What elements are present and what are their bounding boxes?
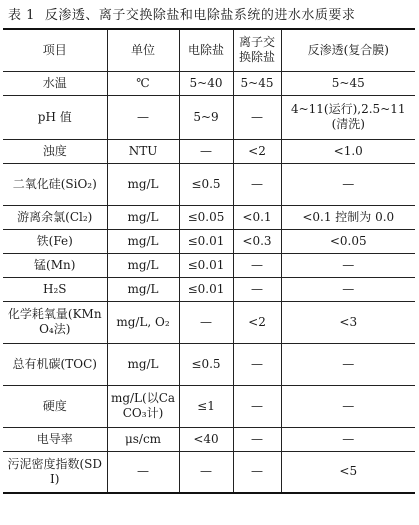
- col-header-edi: 电除盐: [179, 29, 233, 71]
- cell-edi: —: [179, 301, 233, 343]
- cell-reverse-osmosis: <1.0: [281, 139, 415, 163]
- cell-ion-exchange: —: [233, 95, 281, 139]
- cell-reverse-osmosis: <5: [281, 451, 415, 493]
- cell-item: 化学耗氧量(KMnO₄法): [3, 301, 107, 343]
- cell-item: 污泥密度指数(SDI): [3, 451, 107, 493]
- cell-unit: ℃: [107, 71, 179, 95]
- cell-edi: ≤0.01: [179, 229, 233, 253]
- cell-reverse-osmosis: —: [281, 385, 415, 427]
- cell-item: 硬度: [3, 385, 107, 427]
- cell-item: H₂S: [3, 277, 107, 301]
- cell-unit: mg/L: [107, 253, 179, 277]
- water-quality-table: [3, 28, 415, 494]
- cell-edi: <40: [179, 427, 233, 451]
- cell-ion-exchange: <2: [233, 139, 281, 163]
- table-row: [3, 301, 415, 343]
- cell-ion-exchange: <2: [233, 301, 281, 343]
- cell-item: pH 值: [3, 95, 107, 139]
- cell-reverse-osmosis: 5~45: [281, 71, 415, 95]
- table-row: [3, 71, 415, 95]
- cell-unit: mg/L: [107, 205, 179, 229]
- cell-ion-exchange: <0.1: [233, 205, 281, 229]
- cell-ion-exchange: —: [233, 163, 281, 205]
- cell-unit: μs/cm: [107, 427, 179, 451]
- cell-ion-exchange: 5~45: [233, 71, 281, 95]
- cell-reverse-osmosis: <0.05: [281, 229, 415, 253]
- cell-reverse-osmosis: 4~11(运行),2.5~11(清洗): [281, 95, 415, 139]
- cell-unit: —: [107, 95, 179, 139]
- cell-reverse-osmosis: <3: [281, 301, 415, 343]
- cell-edi: 5~40: [179, 71, 233, 95]
- cell-ion-exchange: —: [233, 451, 281, 493]
- cell-ion-exchange: —: [233, 343, 281, 385]
- cell-reverse-osmosis: —: [281, 163, 415, 205]
- cell-unit: mg/L: [107, 163, 179, 205]
- cell-unit: mg/L: [107, 277, 179, 301]
- cell-edi: ≤1: [179, 385, 233, 427]
- cell-unit: mg/L: [107, 343, 179, 385]
- table-caption: [0, 0, 419, 26]
- header-row: [3, 29, 415, 71]
- col-header-ion-exchange: 离子交换除盐: [233, 29, 281, 71]
- table-row: [3, 385, 415, 427]
- cell-edi: ≤0.5: [179, 163, 233, 205]
- table-row: [3, 139, 415, 163]
- cell-item: 电导率: [3, 427, 107, 451]
- table-row: [3, 451, 415, 493]
- table-number: 表 1: [8, 7, 35, 23]
- cell-edi: ≤0.01: [179, 277, 233, 301]
- cell-ion-exchange: —: [233, 277, 281, 301]
- col-header-reverse-osmosis: 反渗透(复合膜): [281, 29, 415, 71]
- cell-reverse-osmosis: —: [281, 277, 415, 301]
- cell-edi: —: [179, 451, 233, 493]
- table-row: [3, 205, 415, 229]
- table-row: [3, 163, 415, 205]
- cell-unit: mg/L, O₂: [107, 301, 179, 343]
- table-row: [3, 277, 415, 301]
- table-row: [3, 229, 415, 253]
- cell-item: 游离余氯(Cl₂): [3, 205, 107, 229]
- cell-ion-exchange: —: [233, 427, 281, 451]
- cell-unit: NTU: [107, 139, 179, 163]
- cell-ion-exchange: —: [233, 385, 281, 427]
- cell-edi: ≤0.05: [179, 205, 233, 229]
- cell-unit: mg/L: [107, 229, 179, 253]
- cell-edi: —: [179, 139, 233, 163]
- col-header-unit: 单位: [107, 29, 179, 71]
- table-row: [3, 95, 415, 139]
- table-row: [3, 253, 415, 277]
- cell-unit: —: [107, 451, 179, 493]
- cell-edi: ≤0.01: [179, 253, 233, 277]
- cell-item: 二氧化硅(SiO₂): [3, 163, 107, 205]
- cell-reverse-osmosis: —: [281, 253, 415, 277]
- cell-reverse-osmosis: —: [281, 343, 415, 385]
- cell-item: 浊度: [3, 139, 107, 163]
- cell-item: 锰(Mn): [3, 253, 107, 277]
- cell-item: 水温: [3, 71, 107, 95]
- cell-item: 总有机碳(TOC): [3, 343, 107, 385]
- cell-reverse-osmosis: <0.1 控制为 0.0: [281, 205, 415, 229]
- table-body: [3, 71, 415, 493]
- col-header-item: 项目: [3, 29, 107, 71]
- table-row: [3, 427, 415, 451]
- cell-ion-exchange: <0.3: [233, 229, 281, 253]
- cell-item: 铁(Fe): [3, 229, 107, 253]
- cell-reverse-osmosis: —: [281, 427, 415, 451]
- cell-ion-exchange: —: [233, 253, 281, 277]
- cell-edi: ≤0.5: [179, 343, 233, 385]
- cell-unit: mg/L(以CaCO₃计): [107, 385, 179, 427]
- table-row: [3, 343, 415, 385]
- cell-edi: 5~9: [179, 95, 233, 139]
- table-title: 反渗透、离子交换除盐和电除盐系统的进水水质要求: [44, 7, 356, 23]
